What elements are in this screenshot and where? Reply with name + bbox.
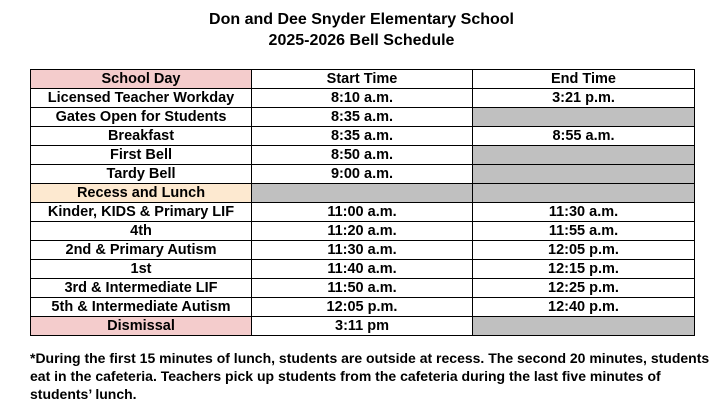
bell-schedule-table — [30, 69, 695, 336]
table-row — [31, 108, 695, 127]
row-start-time: 11:50 a.m. — [252, 279, 473, 298]
lunch-footnote: *During the first 15 minutes of lunch, students are outside at recess. The second 20 minutes, students eat in the cafeteria. Teachers pick up students from the cafeteria during the last five minutes of students’ lunch. — [30, 350, 710, 402]
table-row — [31, 279, 695, 298]
row-start-time: 11:00 a.m. — [252, 203, 473, 222]
row-end-time-blank — [473, 165, 695, 184]
row-end-time-blank — [473, 184, 695, 203]
row-end-time-blank — [473, 146, 695, 165]
section-label: Recess and Lunch — [31, 184, 252, 203]
row-end-time-blank — [473, 317, 695, 336]
table-row — [31, 127, 695, 146]
table-row — [31, 146, 695, 165]
table-row — [31, 260, 695, 279]
row-end-time: 12:25 p.m. — [473, 279, 695, 298]
row-start-time: 9:00 a.m. — [252, 165, 473, 184]
row-start-time: 11:40 a.m. — [252, 260, 473, 279]
row-end-time: 12:15 p.m. — [473, 260, 695, 279]
row-start-time: 12:05 p.m. — [252, 298, 473, 317]
table-row — [31, 165, 695, 184]
row-label: Licensed Teacher Workday — [31, 89, 252, 108]
table-row — [31, 241, 695, 260]
row-end-time-blank — [473, 108, 695, 127]
row-end-time: 3:21 p.m. — [473, 89, 695, 108]
row-label: 5th & Intermediate Autism — [31, 298, 252, 317]
row-start-time: 8:35 a.m. — [252, 127, 473, 146]
table-row — [31, 203, 695, 222]
header-start-time: Start Time — [252, 70, 473, 89]
row-label: 2nd & Primary Autism — [31, 241, 252, 260]
row-label: Gates Open for Students — [31, 108, 252, 127]
row-end-time: 8:55 a.m. — [473, 127, 695, 146]
table-row — [31, 298, 695, 317]
row-label: 4th — [31, 222, 252, 241]
row-start-time: 11:30 a.m. — [252, 241, 473, 260]
row-label: Tardy Bell — [31, 165, 252, 184]
row-label: 3rd & Intermediate LIF — [31, 279, 252, 298]
row-label: First Bell — [31, 146, 252, 165]
row-label: Breakfast — [31, 127, 252, 146]
section-label: Dismissal — [31, 317, 252, 336]
table-header-row — [31, 70, 695, 89]
row-start-time: 8:10 a.m. — [252, 89, 473, 108]
section-row-recess-lunch — [31, 184, 695, 203]
row-label: Kinder, KIDS & Primary LIF — [31, 203, 252, 222]
row-start-time-blank — [252, 184, 473, 203]
schedule-year-title: 2025-2026 Bell Schedule — [268, 32, 455, 49]
header-end-time: End Time — [473, 70, 695, 89]
row-end-time: 12:05 p.m. — [473, 241, 695, 260]
row-start-time: 11:20 a.m. — [252, 222, 473, 241]
row-end-time: 12:40 p.m. — [473, 298, 695, 317]
table-row — [31, 222, 695, 241]
row-end-time: 11:55 a.m. — [473, 222, 695, 241]
row-label: 1st — [31, 260, 252, 279]
row-start-time: 3:11 pm — [252, 317, 473, 336]
row-start-time: 8:50 a.m. — [252, 146, 473, 165]
header-school-day: School Day — [31, 70, 252, 89]
school-name-title: Don and Dee Snyder Elementary School — [209, 11, 514, 28]
row-start-time: 8:35 a.m. — [252, 108, 473, 127]
section-row-dismissal — [31, 317, 695, 336]
table-row — [31, 89, 695, 108]
row-end-time: 11:30 a.m. — [473, 203, 695, 222]
